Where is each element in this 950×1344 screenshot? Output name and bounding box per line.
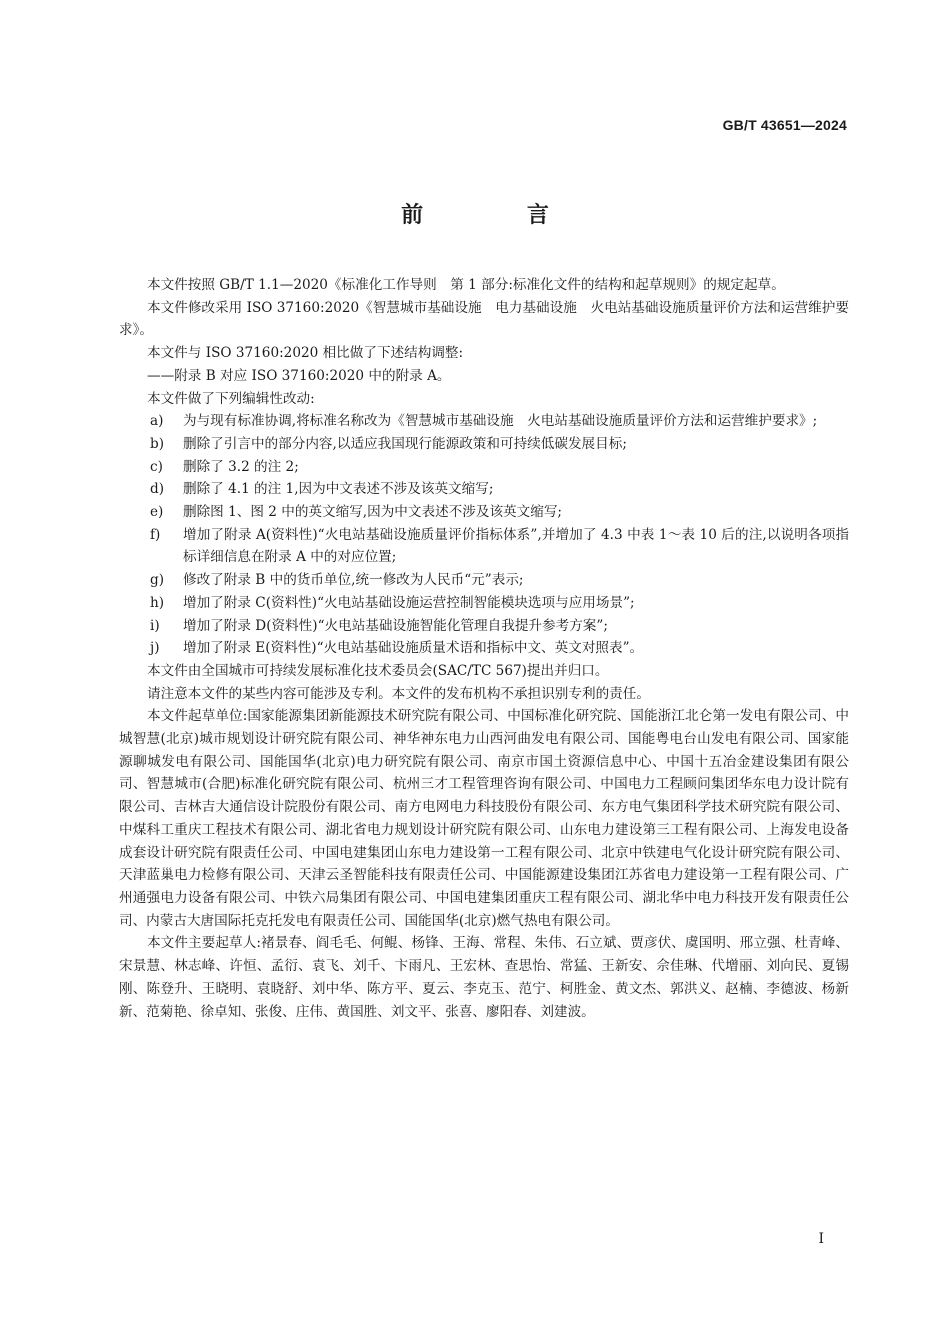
list-item-text: 删除了 3.2 的注 2;	[183, 458, 299, 475]
list-marker: b)	[150, 435, 165, 452]
paragraph-patent-notice: 请注意本文件的某些内容可能涉及专利。本文件的发布机构不承担识别专利的责任。	[147, 685, 650, 702]
paragraph-editorial-intro: 本文件做了下列编辑性改动:	[147, 390, 315, 407]
list-item	[119, 478, 849, 501]
list-marker: i)	[150, 617, 160, 634]
list-marker: f)	[150, 526, 161, 543]
paragraph-drafting-rules: 本文件按照 GB/T 1.1—2020《标准化工作导则 第 1 部分:标准化文件的结构和起草规则》的规定起草。	[147, 277, 785, 293]
paragraph-iso-adoption: 本文件修改采用 ISO 37160:2020《智慧城市基础设施 电力基础设施 火电站基础设施质量评价方法和运营维护要求》。	[119, 299, 849, 339]
paragraph-committee: 本文件由全国城市可持续发展标准化技术委员会(SAC/TC 567)提出并归口。	[147, 662, 609, 679]
list-item	[119, 501, 849, 524]
standard-code: GB/T 43651—2024	[722, 117, 847, 133]
list-item	[119, 592, 849, 615]
list-item	[119, 433, 849, 456]
list-item-text: 增加了附录 A(资料性)“火电站基础设施质量评价指标体系”,并增加了 4.3 中表 1～表 10 后的注,以说明各项指标详细信息在附录 A 中的对应位置;	[183, 526, 850, 566]
list-item	[119, 615, 849, 638]
list-marker: c)	[150, 458, 163, 475]
list-item-text: 删除了引言中的部分内容,以适应我国现行能源政策和可持续低碳发展目标;	[183, 435, 627, 452]
list-marker: e)	[150, 504, 164, 521]
list-item	[119, 569, 849, 592]
list-marker: d)	[150, 481, 165, 498]
list-item-text: 修改了附录 B 中的货币单位,统一修改为人民币“元”表示;	[183, 572, 524, 589]
page-title: 前 言	[401, 203, 597, 228]
list-item-text: 删除了 4.1 的注 1,因为中文表述不涉及该英文缩写;	[183, 481, 494, 498]
list-item	[119, 456, 849, 479]
dash-item-annex-b: ——附录 B 对应 ISO 37160:2020 中的附录 A。	[147, 367, 451, 384]
paragraph-drafters: 本文件主要起草人:褚景春、阎毛毛、何鲲、杨锋、王海、常程、朱伟、石立斌、贾彦伏、虞国明、邢立强、杜青峰、宋景慧、林志峰、许恒、孟衍、袁飞、刘千、卞雨凡、王宏林、查思怡、常猛、王新安、佘佳琳、代增丽、刘向民、夏锡刚、陈登升、王晓明、袁晓舒、刘中华、陈方平、夏云、李克玉、范宁、柯胜金、黄文杰、郭洪义、赵楠、李德波、杨新新、范菊艳、徐卓知、张俊、庄伟、黄国胜、刘文平、张喜、廖阳春、刘建波。	[119, 935, 849, 1020]
paragraph-drafting-units: 本文件起草单位:国家能源集团新能源技术研究院有限公司、中国标准化研究院、国能浙江北仑第一发电有限公司、中城智慧(北京)城市规划设计研究院有限公司、神华神东电力山西河曲发电有限公司、国能粤电台山发电有限公司、国家能源聊城发电有限公司、国能国华(北京)电力研究院有限公司、南京市国土资源信息中心、中国十五冶金建设集团有限公司、智慧城市(合肥)标准化研究院有限公司、杭州三才工程管理咨询有限公司、中国电力工程顾问集团华东电力设计院有限公司、吉林吉大通信设计院股份有限公司、南方电网电力科技股份有限公司、东方电气集团科学技术研究院有限公司、中煤科工重庆工程技术有限公司、湖北省电力规划设计研究院有限公司、山东电力建设第三工程有限公司、上海发电设备成套设计研究院有限责任公司、中国电建集团山东电力建设第一工程有限公司、北京中铁建电气化设计研究院有限公司、天津蓝巢电力检修有限公司、天津云圣智能科技有限责任公司、中国能源建设集团江苏省电力建设第一工程有限公司、广州通强电力设备有限公司、中铁六局集团有限公司、中国电建集团重庆工程有限公司、湖北华中电力科技开发有限责任公司、内蒙古大唐国际托克托发电有限责任公司、国能国华(北京)燃气热电有限公司。	[119, 708, 849, 929]
list-item-text: 增加了附录 D(资料性)“火电站基础设施智能化管理自我提升参考方案”;	[183, 617, 608, 634]
editorial-change-list	[119, 410, 849, 660]
list-item-text: 删除图 1、图 2 中的英文缩写,因为中文表述不涉及该英文缩写;	[183, 504, 563, 521]
list-item	[119, 410, 849, 433]
list-item	[119, 524, 849, 569]
list-item-text: 增加了附录 C(资料性)“火电站基础设施运营控制智能模块选项与应用场景”;	[183, 594, 635, 611]
list-marker: h)	[150, 594, 165, 611]
paragraph-structure-changes: 本文件与 ISO 37160:2020 相比做了下述结构调整:	[147, 345, 464, 362]
page-number: I	[818, 1231, 824, 1247]
list-item-text: 为与现有标准协调,将标准名称改为《智慧城市基础设施 火电站基础设施质量评价方法和运营维护要求》;	[183, 413, 818, 430]
list-marker: a)	[150, 413, 164, 430]
foreword-content	[119, 274, 849, 1023]
list-item	[119, 637, 849, 660]
list-marker: j)	[150, 640, 160, 657]
list-marker: g)	[150, 572, 165, 589]
list-item-text: 增加了附录 E(资料性)“火电站基础设施质量术语和指标中文、英文对照表”。	[183, 640, 644, 657]
